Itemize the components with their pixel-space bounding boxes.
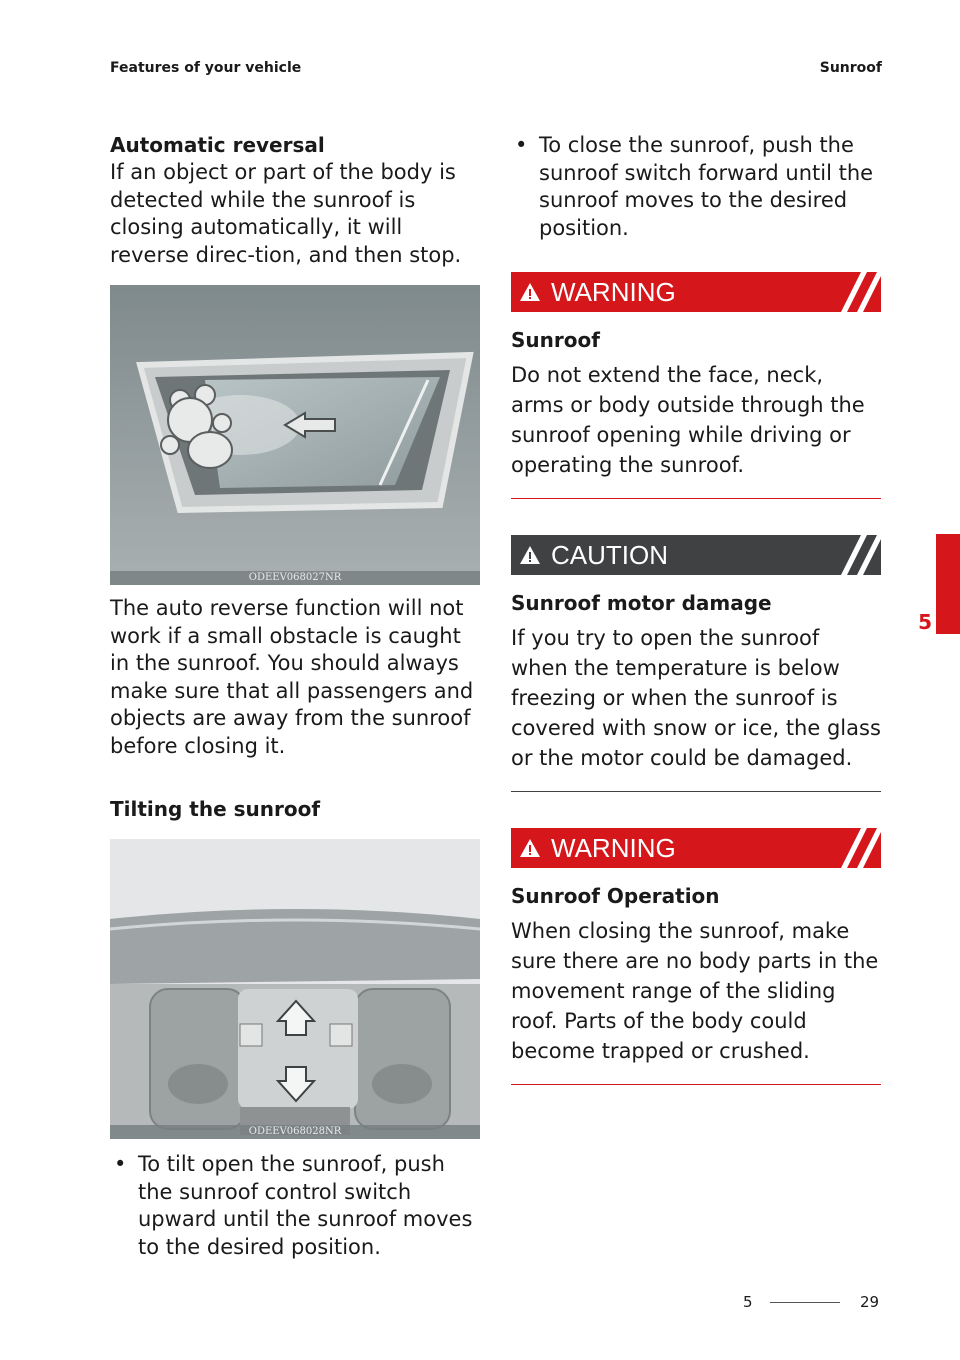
footer-page-number: 29 xyxy=(860,1293,880,1311)
stripes-decoration xyxy=(821,535,881,575)
auto-reverse-note: The auto reverse function will not work if a small obstacle is caught in the sunroof. You should always make sure that all passengers and objects are away from the sunroof before closing it. xyxy=(110,596,474,758)
notice-divider xyxy=(511,498,881,499)
running-header-section: Features of your vehicle xyxy=(110,60,302,76)
warning-triangle-icon xyxy=(519,281,541,303)
tilt-bullet-text: To tilt open the sunroof, push the sunroof control switch upward until the sunroof moves to the desired position. xyxy=(138,1152,473,1259)
sunroof-switch-image xyxy=(110,839,480,1139)
notice-divider xyxy=(511,791,881,792)
sunroof-reverse-illustration xyxy=(110,285,480,585)
bullet-dot: • xyxy=(114,1152,127,1176)
notice-body: If you try to open the sunroof when the temperature is below freezing or when the sunroof is covered with snow or ice, the glass or the motor could be damaged. xyxy=(511,626,881,770)
notice-body: Do not extend the face, neck, arms or body outside through the sunroof opening while driving or operating the sunroof. xyxy=(511,363,865,477)
chapter-tab xyxy=(936,534,960,634)
stripes-decoration xyxy=(821,828,881,868)
sunroof-reverse-image xyxy=(110,285,480,585)
footer-divider xyxy=(770,1302,840,1303)
banner-label: WARNING xyxy=(551,276,676,307)
sunroof-switch-illustration xyxy=(110,839,480,1139)
notice-body: When closing the sunroof, make sure there are no body parts in the movement range of the sliding roof. Parts of the body could become trapped or crushed. xyxy=(511,919,879,1063)
bullet-dot: • xyxy=(515,133,528,157)
automatic-reversal-text: If an object or part of the body is detected while the sunroof is closing automatically, it will reverse direc-tion, and then stop. xyxy=(110,160,462,267)
right-column xyxy=(511,132,881,1085)
notice-divider xyxy=(511,1084,881,1085)
caution-notice-motor xyxy=(511,535,881,792)
notice-title: Sunroof Operation xyxy=(511,884,720,908)
warning-banner xyxy=(511,828,881,868)
running-header-topic: Sunroof xyxy=(819,60,882,76)
automatic-reversal-heading: Automatic reversal xyxy=(110,133,325,157)
warning-banner xyxy=(511,272,881,312)
warning-notice-operation xyxy=(511,828,881,1085)
warning-triangle-icon xyxy=(519,837,541,859)
stripes-decoration xyxy=(821,272,881,312)
notice-title: Sunroof xyxy=(511,328,600,352)
chapter-tab-number: 5 xyxy=(918,610,932,634)
tilt-bullet xyxy=(110,1151,480,1261)
caution-triangle-icon xyxy=(519,544,541,566)
caution-banner xyxy=(511,535,881,575)
banner-label: WARNING xyxy=(551,832,676,863)
tilting-heading: Tilting the sunroof xyxy=(110,797,321,821)
figure-code: ODEEV068027NR xyxy=(110,571,480,585)
figure-code: ODEEV068028NR xyxy=(110,1125,480,1139)
footer-chapter: 5 xyxy=(743,1293,753,1311)
left-column xyxy=(110,132,480,1261)
close-bullet xyxy=(511,132,881,242)
close-bullet-text: To close the sunroof, push the sunroof switch forward until the sunroof moves to the desired position. xyxy=(539,133,874,240)
warning-notice-sunroof xyxy=(511,272,881,499)
notice-title: Sunroof motor damage xyxy=(511,591,772,615)
banner-label: CAUTION xyxy=(551,539,668,570)
